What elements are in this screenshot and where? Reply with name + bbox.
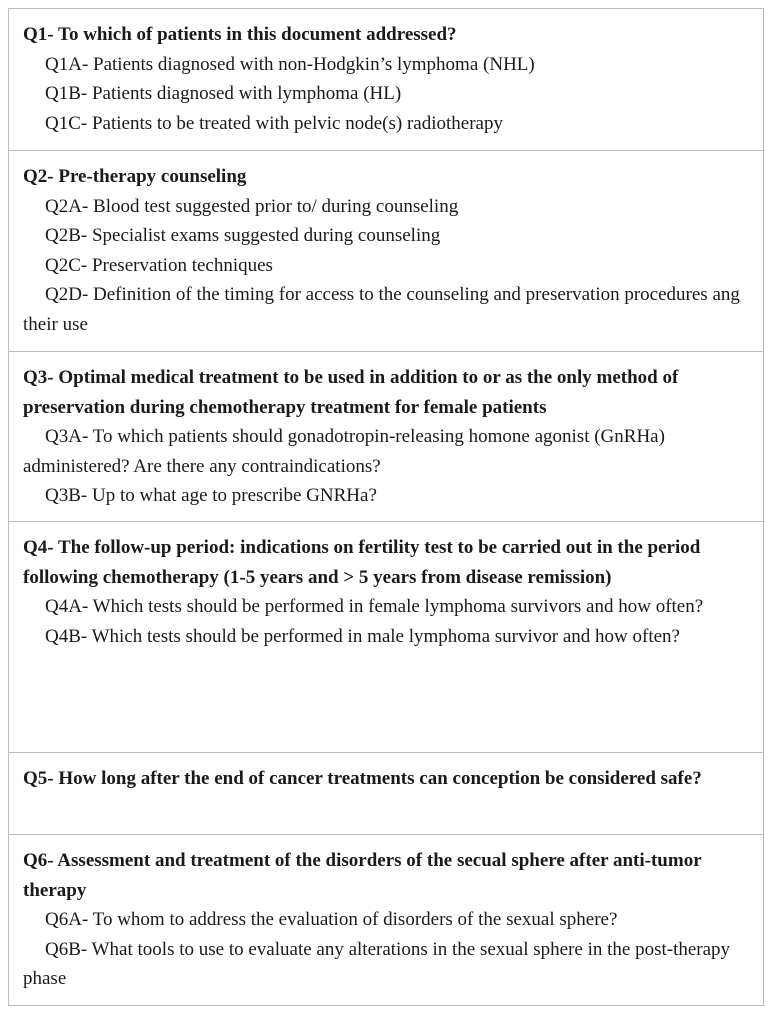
sub-question: Q6A- To whom to address the evaluation of disorders of the sexual sphere?	[45, 909, 618, 930]
sub-question: Q3A- To which patients should gonadotropin-releasing homone agonist (GnRHa) administered? Are there any contraindications?	[23, 426, 665, 477]
question-section-q2	[9, 150, 763, 351]
section-title: Q3- Optimal medical treatment to be used in addition to or as the only method of preservation during chemotherapy treatment for female patients	[23, 367, 679, 418]
sub-question: Q3B- Up to what age to prescribe GNRHa?	[45, 485, 377, 506]
sub-question: Q2B- Specialist exams suggested during counseling	[45, 225, 441, 246]
question-section-q3	[9, 351, 763, 521]
question-section-q1	[9, 9, 763, 150]
question-section-q4	[9, 521, 763, 752]
sub-question: Q4A- Which tests should be performed in female lymphoma survivors and how often?	[45, 596, 704, 617]
sub-question: Q2A- Blood test suggested prior to/ during counseling	[45, 195, 459, 217]
sub-question: Q1B- Patients diagnosed with lymphoma (HL)	[45, 83, 402, 104]
section-title: Q5- How long after the end of cancer treatments can conception be considered safe?	[23, 768, 702, 789]
section-title: Q6- Assessment and treatment of the disorders of the secual sphere after anti-tumor therapy	[23, 850, 702, 901]
sub-question: Q6B- What tools to use to evaluate any alterations in the sexual sphere in the post-therapy phase	[23, 938, 731, 989]
section-title: Q2- Pre-therapy counseling	[23, 166, 247, 187]
section-title: Q4- The follow-up period: indications on fertility test to be carried out in the period following chemotherapy (1-5 years and > 5 years from disease remission)	[23, 537, 701, 588]
sub-question: Q2C- Preservation techniques	[45, 254, 273, 276]
section-title: Q1- To which of patients in this document addressed?	[23, 24, 457, 45]
sub-question: Q2D- Definition of the timing for access to the counseling and preservation procedures ang their use	[23, 284, 740, 335]
sub-question: Q1A- Patients diagnosed with non-Hodgkin’s lymphoma (NHL)	[45, 53, 535, 75]
question-section-q5	[9, 752, 763, 834]
question-section-q6	[9, 834, 763, 1005]
sub-question: Q1C- Patients to be treated with pelvic node(s) radiotherapy	[45, 112, 503, 134]
questions-table	[8, 8, 764, 1006]
sub-question: Q4B- Which tests should be performed in male lymphoma survivor and how often?	[45, 625, 680, 647]
